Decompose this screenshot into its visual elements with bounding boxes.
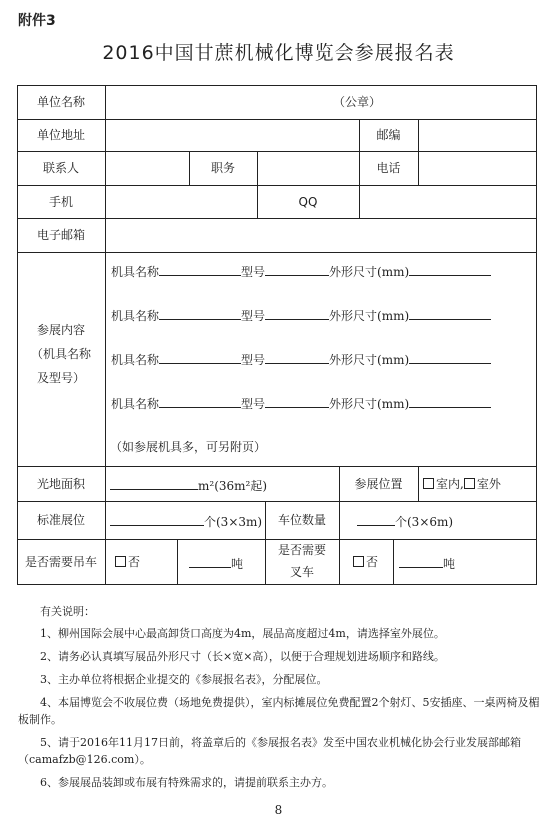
machine-entry-2[interactable]: [111, 307, 491, 323]
standard-booth-field[interactable]: [110, 513, 204, 526]
indoor-label: 室内,: [436, 477, 464, 491]
unit-address-field[interactable]: [106, 120, 359, 151]
dimension-label: 外形尺寸(mm): [329, 353, 410, 367]
bare-area-label: 光地面积: [36, 477, 85, 491]
bare-area-field[interactable]: [110, 477, 198, 490]
unit-name-field[interactable]: [106, 86, 536, 119]
mobile-field[interactable]: [106, 186, 257, 218]
postcode-label: 邮编: [376, 128, 401, 142]
indoor-checkbox[interactable]: [423, 478, 434, 489]
unit-address-label: 单位地址: [36, 128, 85, 142]
model-label: 型号: [241, 309, 266, 323]
email-label: 电子邮箱: [36, 228, 85, 242]
mobile-label: 手机: [48, 195, 73, 209]
model-field[interactable]: [265, 263, 329, 276]
model-field[interactable]: [265, 307, 329, 320]
phone-label: 电话: [376, 161, 401, 175]
machine-name-label: 机具名称: [111, 353, 160, 367]
qq-field[interactable]: [360, 186, 536, 218]
machine-name-label: 机具名称: [111, 397, 160, 411]
notes-section: [18, 603, 540, 797]
note-item: 1、柳州国际会展中心最高卸货口高度为4m，展品高度超过4m，请选择室外展位。: [40, 627, 445, 640]
crane-ton-field[interactable]: [189, 555, 231, 568]
machine-name-field[interactable]: [159, 263, 241, 276]
attachment-label: 附件3: [18, 13, 56, 29]
unit-name-label: 单位名称: [36, 95, 85, 109]
note-item: 4、本届博览会不收展位费（场地免费提供），室内标摊展位免费配置2个射灯、5安插座、一桌两椅及楣板制作。: [18, 696, 540, 726]
model-label: 型号: [241, 353, 266, 367]
form-title: 2016中国甘蔗机械化博览会参展报名表: [102, 42, 455, 64]
contact-label: 联系人: [42, 161, 79, 175]
note-item: 6、参展展品装卸或布展有特殊需求的，请提前联系主办方。: [40, 776, 333, 789]
dimension-field[interactable]: [409, 395, 491, 408]
notes-heading: 有关说明：: [40, 605, 95, 618]
dimension-field[interactable]: [409, 351, 491, 364]
note-item: 5、请于2016年11月17日前，将盖章后的《参展报名表》发至中国农业机械化协会行业发展部邮箱（camafzb@126.com）。: [18, 736, 521, 766]
bare-area-unit: m²(36m²起): [198, 479, 268, 493]
machine-entry-4[interactable]: [111, 395, 491, 411]
dimension-field[interactable]: [409, 263, 491, 276]
exhibit-note: （如参展机具多，可另附页）: [110, 440, 267, 454]
note-item: 2、请务必认真填写展品外形尺寸（长×宽×高），以便于合理规划进场顺序和路线。: [40, 650, 445, 663]
note-item: 3、主办单位将根据企业提交的《参展报名表》，分配展位。: [40, 673, 328, 686]
standard-booth-unit: 个(3×3m): [204, 515, 263, 529]
model-label: 型号: [241, 265, 266, 279]
machine-name-label: 机具名称: [111, 309, 160, 323]
exhibit-label-line3: 及型号）: [36, 371, 85, 385]
position-label: 职务: [210, 161, 235, 175]
outdoor-label: 室外: [476, 477, 501, 491]
model-field[interactable]: [265, 351, 329, 364]
booth-position-label: 参展位置: [354, 477, 403, 491]
dimension-label: 外形尺寸(mm): [329, 309, 410, 323]
contact-field[interactable]: [106, 152, 189, 185]
crane-label: 是否需要吊车: [24, 555, 97, 569]
machine-name-field[interactable]: [159, 351, 241, 364]
machine-entry-3[interactable]: [111, 351, 491, 367]
machine-entry-1[interactable]: [111, 263, 491, 279]
model-field[interactable]: [265, 395, 329, 408]
standard-booth-label: 标准展位: [36, 513, 85, 527]
booth-position-options: [423, 477, 501, 491]
registration-form: [17, 85, 537, 585]
position-field[interactable]: [258, 152, 359, 185]
crane-ton-label: 吨: [231, 557, 244, 571]
dimension-label: 外形尺寸(mm): [329, 397, 410, 411]
crane-no-label: 否: [128, 555, 141, 569]
postcode-field[interactable]: [419, 120, 536, 151]
forklift-label-line1: 是否需要: [277, 543, 326, 557]
page-number: 8: [274, 803, 283, 817]
seal-label: （公章）: [333, 95, 382, 109]
dimension-field[interactable]: [409, 307, 491, 320]
crane-no-checkbox[interactable]: [115, 556, 126, 567]
vehicle-unit: 个(3×6m): [395, 515, 454, 529]
exhibit-label-line1: 参展内容: [36, 323, 85, 337]
email-field[interactable]: [106, 219, 536, 252]
forklift-label-line2: 叉车: [289, 565, 314, 579]
dimension-label: 外形尺寸(mm): [329, 265, 410, 279]
machine-name-field[interactable]: [159, 307, 241, 320]
forklift-ton-label: 吨: [443, 557, 456, 571]
machine-name-label: 机具名称: [111, 265, 160, 279]
vehicle-count-field[interactable]: [357, 513, 395, 526]
outdoor-checkbox[interactable]: [464, 478, 475, 489]
exhibit-label-line2: （机具名称: [30, 347, 91, 361]
forklift-no-label: 否: [366, 555, 379, 569]
qq-label: QQ: [298, 195, 318, 209]
forklift-no-checkbox[interactable]: [353, 556, 364, 567]
forklift-ton-field[interactable]: [399, 555, 443, 568]
vehicle-count-label: 车位数量: [277, 513, 326, 527]
machine-name-field[interactable]: [159, 395, 241, 408]
model-label: 型号: [241, 397, 266, 411]
phone-field[interactable]: [419, 152, 536, 185]
